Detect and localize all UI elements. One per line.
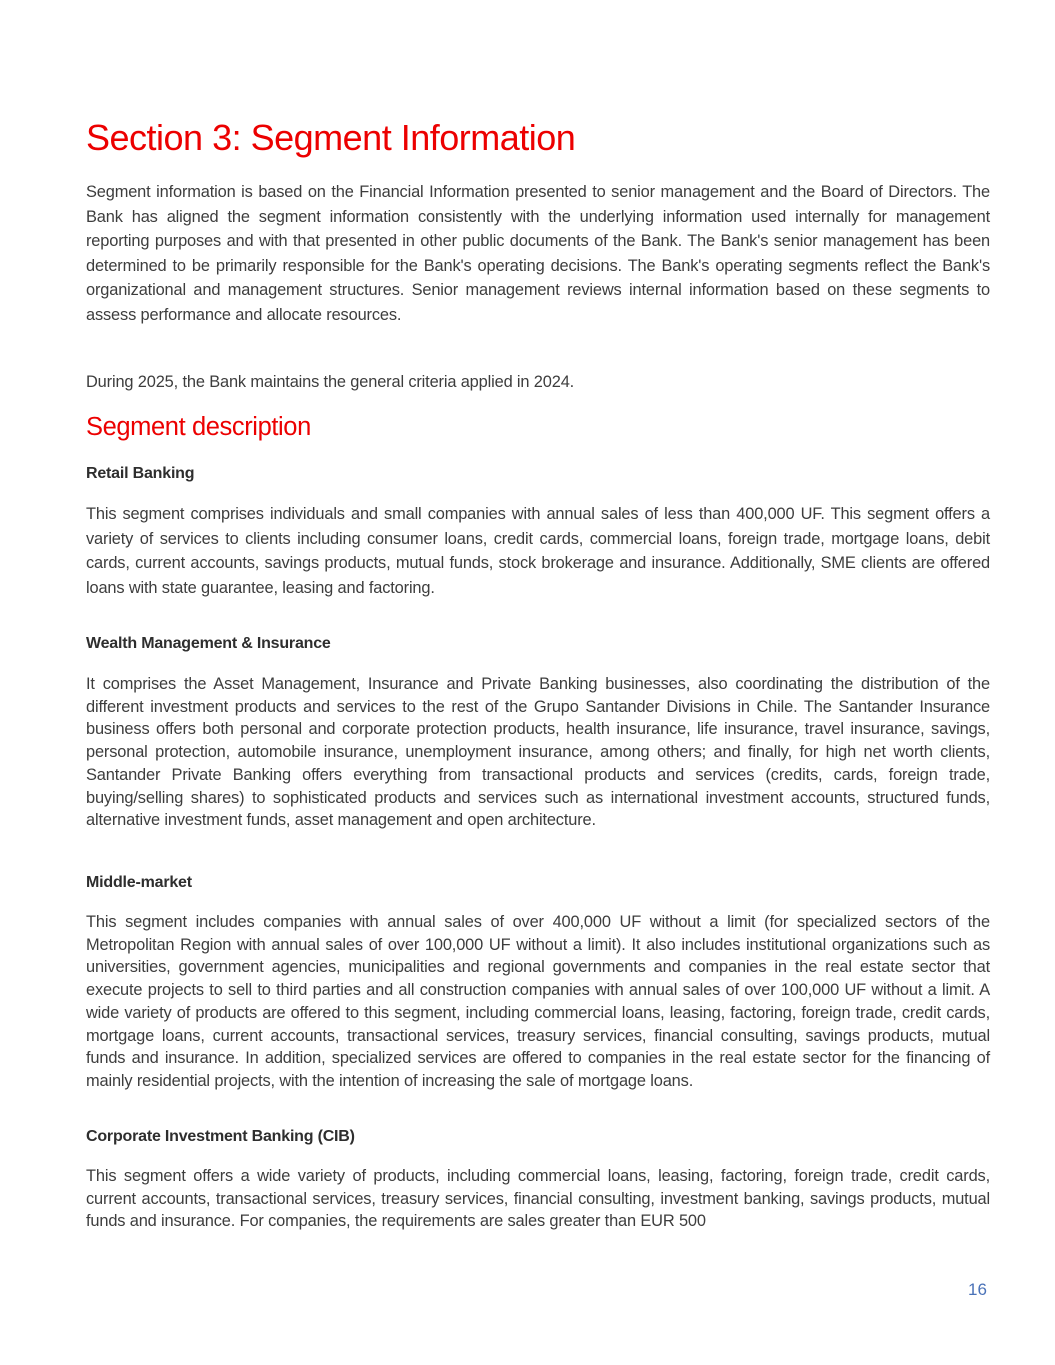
segment-heading-retail-banking: Retail Banking bbox=[86, 465, 195, 482]
page-number: 16 bbox=[968, 1280, 987, 1299]
segment-heading-wealth-management: Wealth Management & Insurance bbox=[86, 635, 331, 652]
segment-body-retail-banking: This segment comprises individuals and small companies with annual sales of less than 400,000 UF. This segment offers a variety of services to clients including consumer loans, credit cards, commercial loans, foreign trade, mortgage loans, debit cards, current accounts, savings products, mutual funds, stock brokerage and insurance. Additionally, SME clients are offered loans with state guarantee, leasing and factoring. bbox=[86, 505, 990, 597]
segment-description-heading: Segment description bbox=[86, 413, 311, 441]
segment-body-cib: This segment offers a wide variety of products, including commercial loans, leasing, factoring, foreign trade, credit cards, current accounts, transactional services, treasury services, financial consulting, investment banking, savings products, mutual funds and insurance. For companies, the requirements are sales greater than EUR 500 bbox=[86, 1167, 990, 1231]
segment-heading-cib: Corporate Investment Banking (CIB) bbox=[86, 1128, 355, 1145]
segment-heading-middle-market: Middle-market bbox=[86, 874, 192, 891]
section-title: Section 3: Segment Information bbox=[86, 117, 576, 158]
criteria-paragraph: During 2025, the Bank maintains the general criteria applied in 2024. bbox=[86, 373, 575, 391]
segment-body-middle-market: This segment includes companies with annual sales of over 400,000 UF without a limit (for specialized sectors of the Metropolitan Region with annual sales of over 100,000 UF without a limit). It also includes institutional organizations such as universities, government agencies, municipalities and regional governments and companies in the real estate sector that execute projects to sell to third parties and all construction companies with annual sales of over 100,000 UF without a limit. A wide variety of products are offered to this segment, including commercial loans, leasing, factoring, foreign trade, credit cards, mortgage loans, current accounts, transactional services, treasury services, financial consulting, savings products, mutual funds and insurance. In addition, specialized services are offered to companies in the real estate sector for the financing of mainly residential projects, with the intention of increasing the sale of mortgage loans. bbox=[86, 913, 990, 1090]
segment-body-wealth-management: It comprises the Asset Management, Insurance and Private Banking businesses, also coordinating the distribution of the different investment products and services to the rest of the Grupo Santander Divisions in Chile. The Santander Insurance business offers both personal and corporate protection products, health insurance, life insurance, travel insurance, savings, personal protection, automobile insurance, unemployment insurance, among others; and finally, for high net worth clients, Santander Private Banking offers everything from transactional products and services (credits, cards, foreign trade, buying/selling shares) to sophisticated products and services such as international investment accounts, structured funds, alternative investment funds, asset management and open architecture. bbox=[86, 675, 990, 830]
intro-paragraph: Segment information is based on the Financial Information presented to senior management and the Board of Directors. The Bank has aligned the segment information consistently with the underlying information used internally for management reporting purposes and with that presented in other public documents of the Bank. The Bank's senior management has been determined to be primarily responsible for the Bank's operating decisions. The Bank's operating segments reflect the Bank's organizational and management structures. Senior management reviews internal information based on these segments to assess performance and allocate resources. bbox=[86, 183, 990, 324]
